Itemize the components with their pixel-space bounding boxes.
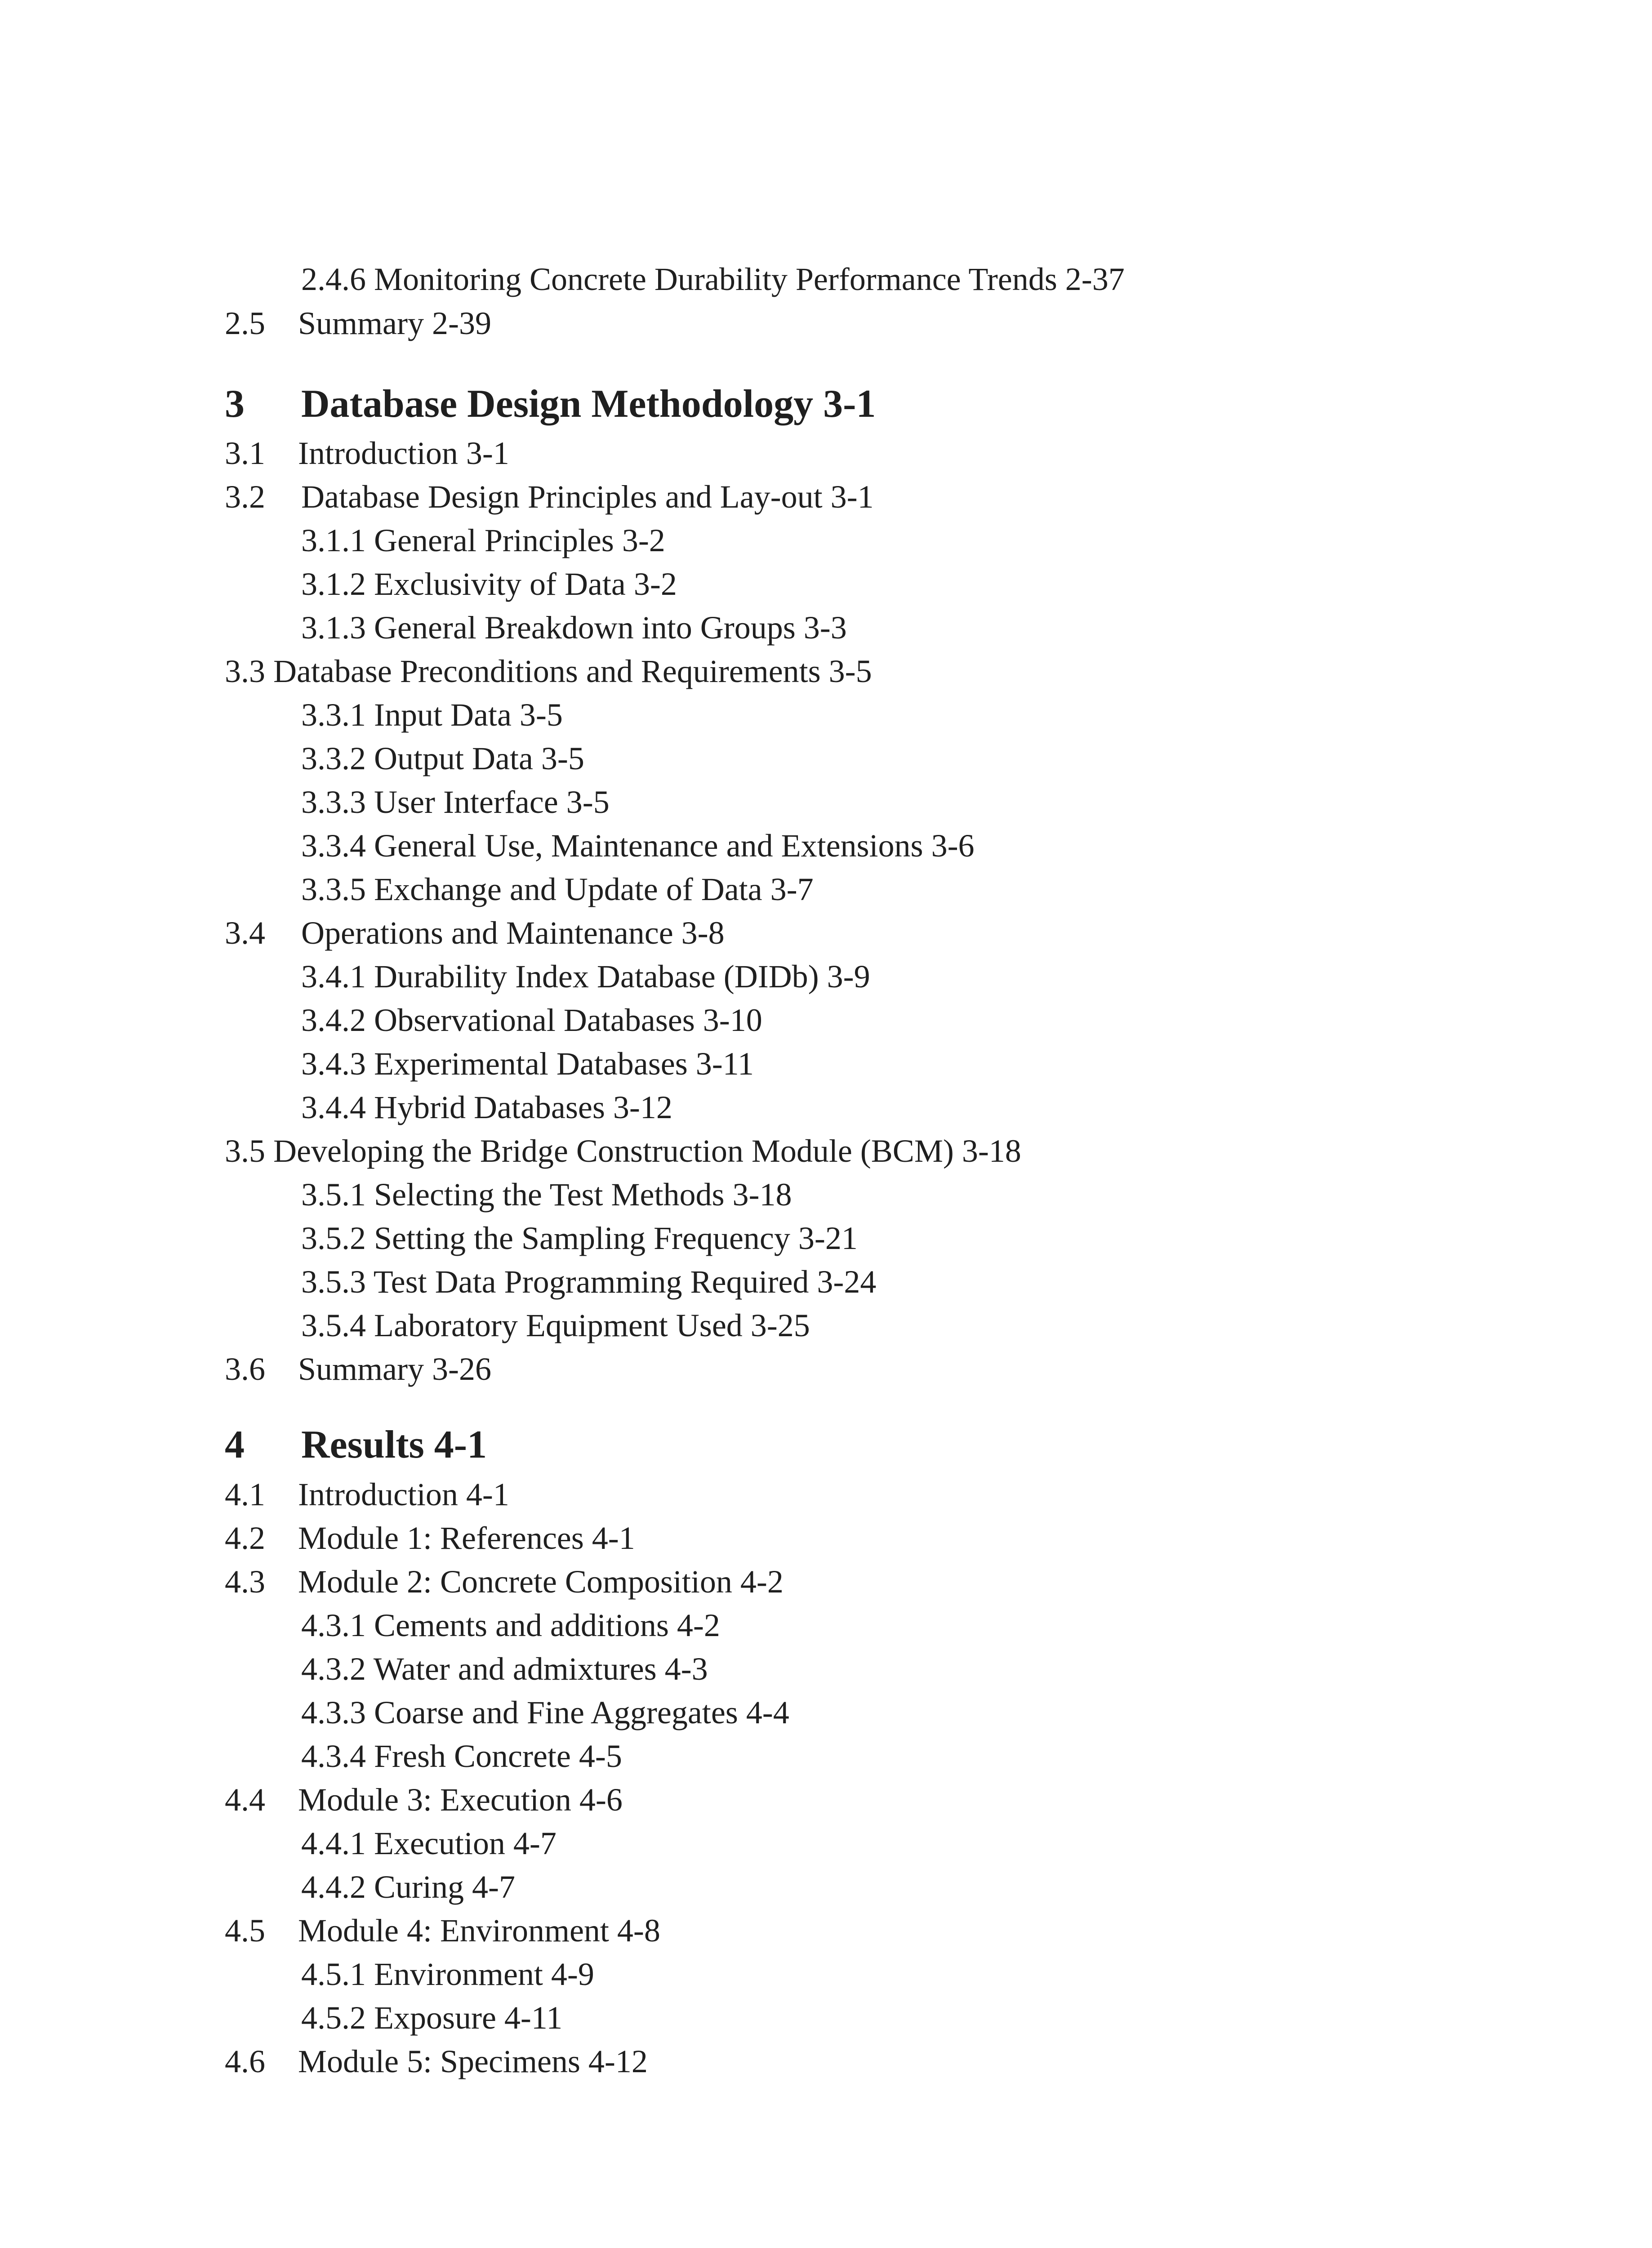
- toc-entry: 3.3.3 User Interface 3-5: [301, 784, 610, 820]
- toc-entry: 3.3 Database Preconditions and Requirements 3-5: [225, 653, 872, 689]
- toc-entry: Introduction 4-1: [298, 1476, 509, 1512]
- toc-entry: Module 3: Execution 4-6: [298, 1782, 623, 1818]
- toc-entry: Module 5: Specimens 4-12: [298, 2043, 648, 2079]
- toc-entry-number: 4.1: [225, 1476, 265, 1512]
- toc-entry: Introduction 3-1: [298, 435, 509, 471]
- toc-entry-number: 3.2: [225, 479, 265, 515]
- toc-entry: 3.4.4 Hybrid Databases 3-12: [301, 1089, 672, 1125]
- toc-entry: 3.5 Developing the Bridge Construction Module (BCM) 3-18: [225, 1133, 1021, 1169]
- toc-entry: Module 1: References 4-1: [298, 1520, 635, 1556]
- toc-entry: 4.3.4 Fresh Concrete 4-5: [301, 1738, 622, 1774]
- toc-entry: 4.3.3 Coarse and Fine Aggregates 4-4: [301, 1695, 789, 1731]
- toc-entry-number: 4.3: [225, 1564, 265, 1600]
- toc-entry: 3.4.2 Observational Databases 3-10: [301, 1002, 762, 1038]
- toc-entry: 3.3.5 Exchange and Update of Data 3-7: [301, 871, 814, 907]
- toc-entry-number: 4.5: [225, 1913, 265, 1949]
- toc-entry-number: 2.5: [225, 305, 265, 341]
- toc-entry: 3.1.2 Exclusivity of Data 3-2: [301, 566, 677, 602]
- toc-entry: Operations and Maintenance 3-8: [301, 915, 725, 951]
- toc-entry: 4.4.2 Curing 4-7: [301, 1869, 515, 1905]
- toc-entry: 3.4.1 Durability Index Database (DIDb) 3-9: [301, 959, 870, 995]
- toc-entry-number: 3.4: [225, 915, 265, 951]
- toc-entry-number: 3.1: [225, 435, 265, 471]
- chapter-number: 3: [225, 382, 245, 426]
- toc-entry: 3.3.2 Output Data 3-5: [301, 740, 584, 776]
- chapter-number: 4: [225, 1423, 245, 1467]
- toc-entry: Module 2: Concrete Composition 4-2: [298, 1564, 784, 1600]
- chapter-title: Database Design Methodology 3-1: [301, 382, 876, 426]
- toc-entry: Summary 2-39: [298, 305, 491, 341]
- toc-entry: 3.5.1 Selecting the Test Methods 3-18: [301, 1177, 792, 1213]
- toc-entry: 3.4.3 Experimental Databases 3-11: [301, 1046, 754, 1082]
- toc-entry-number: 4.2: [225, 1520, 265, 1556]
- toc-entry: 3.3.1 Input Data 3-5: [301, 697, 563, 733]
- toc-entry: 4.3.1 Cements and additions 4-2: [301, 1607, 720, 1643]
- toc-entry: 4.4.1 Execution 4-7: [301, 1825, 557, 1861]
- toc-entry: 4.3.2 Water and admixtures 4-3: [301, 1651, 708, 1687]
- toc-entry: 3.5.2 Setting the Sampling Frequency 3-21: [301, 1220, 858, 1256]
- toc-entry: Database Design Principles and Lay-out 3-1: [301, 479, 874, 515]
- toc-entry: 3.1.3 General Breakdown into Groups 3-3: [301, 610, 847, 646]
- toc-entry-number: 3.6: [225, 1351, 265, 1387]
- toc-entry: 3.3.4 General Use, Maintenance and Extensions 3-6: [301, 828, 975, 864]
- toc-entry: 2.4.6 Monitoring Concrete Durability Performance Trends 2-37: [301, 261, 1125, 297]
- toc-entry: 3.1.1 General Principles 3-2: [301, 522, 665, 558]
- toc-entry: 4.5.1 Environment 4-9: [301, 1956, 594, 1992]
- toc-entry: Module 4: Environment 4-8: [298, 1913, 660, 1949]
- toc-entry: Summary 3-26: [298, 1351, 491, 1387]
- chapter-title: Results 4-1: [301, 1423, 487, 1467]
- toc-entry-number: 4.4: [225, 1782, 265, 1818]
- toc-entry: 3.5.4 Laboratory Equipment Used 3-25: [301, 1307, 810, 1343]
- toc-entry: 4.5.2 Exposure 4-11: [301, 2000, 563, 2036]
- toc-entry: 3.5.3 Test Data Programming Required 3-24: [301, 1264, 877, 1300]
- toc-entry-number: 4.6: [225, 2043, 265, 2079]
